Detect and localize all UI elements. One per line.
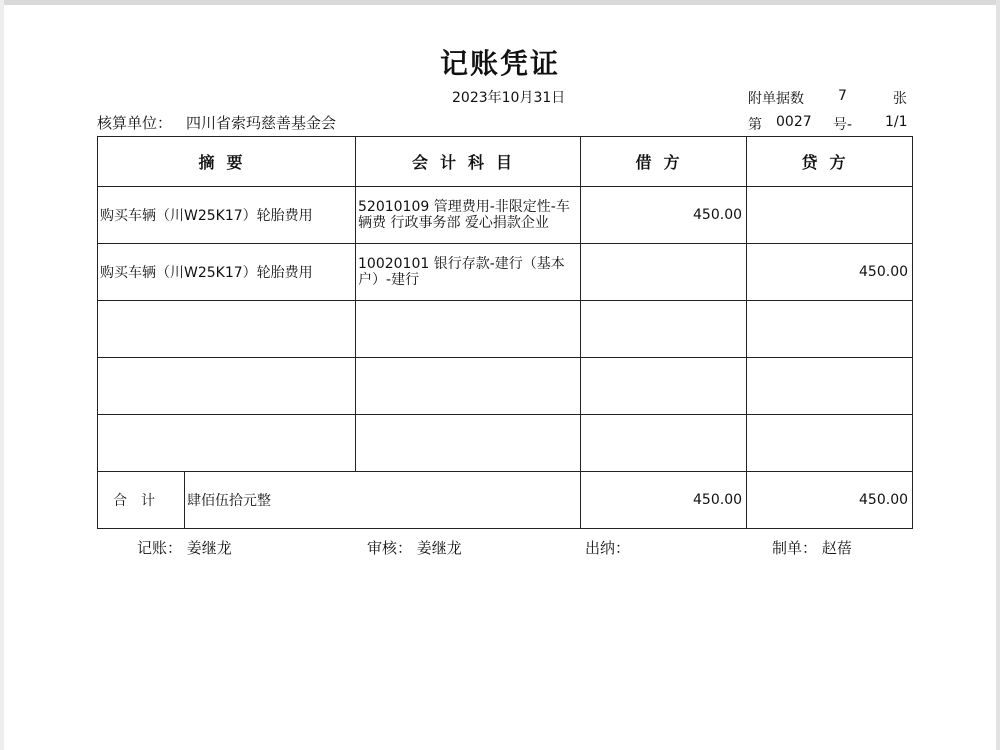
attachments-label: 附单据数 <box>748 91 804 107</box>
table-row-empty <box>98 301 913 358</box>
table-row <box>98 244 913 301</box>
voucher-date: 2023年10月31日 <box>452 90 566 106</box>
entry-summary: 购买车辆（川W25K17）轮胎费用 <box>98 187 356 244</box>
header-account: 会计科目 <box>356 137 581 187</box>
signature-bookkeeper: 记账： 姜继龙 <box>137 539 232 557</box>
total-label: 合计 <box>98 472 185 529</box>
entry-account: 10020101 银行存款-建行（基本户）-建行 <box>356 244 581 301</box>
attachments-count: 7 <box>838 88 847 104</box>
scan-edge-left <box>0 0 4 750</box>
table-row-empty <box>98 358 913 415</box>
signature-preparer: 制单： 赵蓓 <box>772 539 852 557</box>
table-row-empty <box>98 415 913 472</box>
attachments-unit: 张 <box>893 91 907 107</box>
scan-edge-top <box>0 0 1000 5</box>
voucher-number: 0027 <box>776 114 812 130</box>
accounting-unit-label: 核算单位： <box>97 114 173 132</box>
entry-summary: 购买车辆（川W25K17）轮胎费用 <box>98 244 356 301</box>
entry-credit <box>747 187 913 244</box>
header-credit: 贷方 <box>747 137 913 187</box>
entry-account: 52010109 管理费用-非限定性-车辆费 行政事务部 爱心捐款企业 <box>356 187 581 244</box>
voucher-table <box>97 136 913 529</box>
signature-reviewer: 审核： 姜继龙 <box>367 539 462 557</box>
header-summary: 摘要 <box>98 137 356 187</box>
total-amount-in-words: 肆佰伍拾元整 <box>185 472 581 529</box>
total-credit: 450.00 <box>747 472 913 529</box>
signature-cashier: 出纳： <box>585 539 631 557</box>
voucher-number-prefix: 第 <box>748 117 762 133</box>
entry-credit: 450.00 <box>747 244 913 301</box>
entry-debit: 450.00 <box>581 187 747 244</box>
table-row <box>98 187 913 244</box>
entry-debit <box>581 244 747 301</box>
table-total-row <box>98 472 913 529</box>
header-debit: 借方 <box>581 137 747 187</box>
voucher-title: 记账凭证 <box>439 47 560 80</box>
voucher-page: 1/1 <box>885 114 908 130</box>
table-header-row <box>98 137 913 187</box>
accounting-unit-value: 四川省索玛慈善基金会 <box>186 114 337 132</box>
voucher-number-suffix: 号- <box>833 117 853 133</box>
scan-edge-right <box>996 0 1000 750</box>
total-debit: 450.00 <box>581 472 747 529</box>
